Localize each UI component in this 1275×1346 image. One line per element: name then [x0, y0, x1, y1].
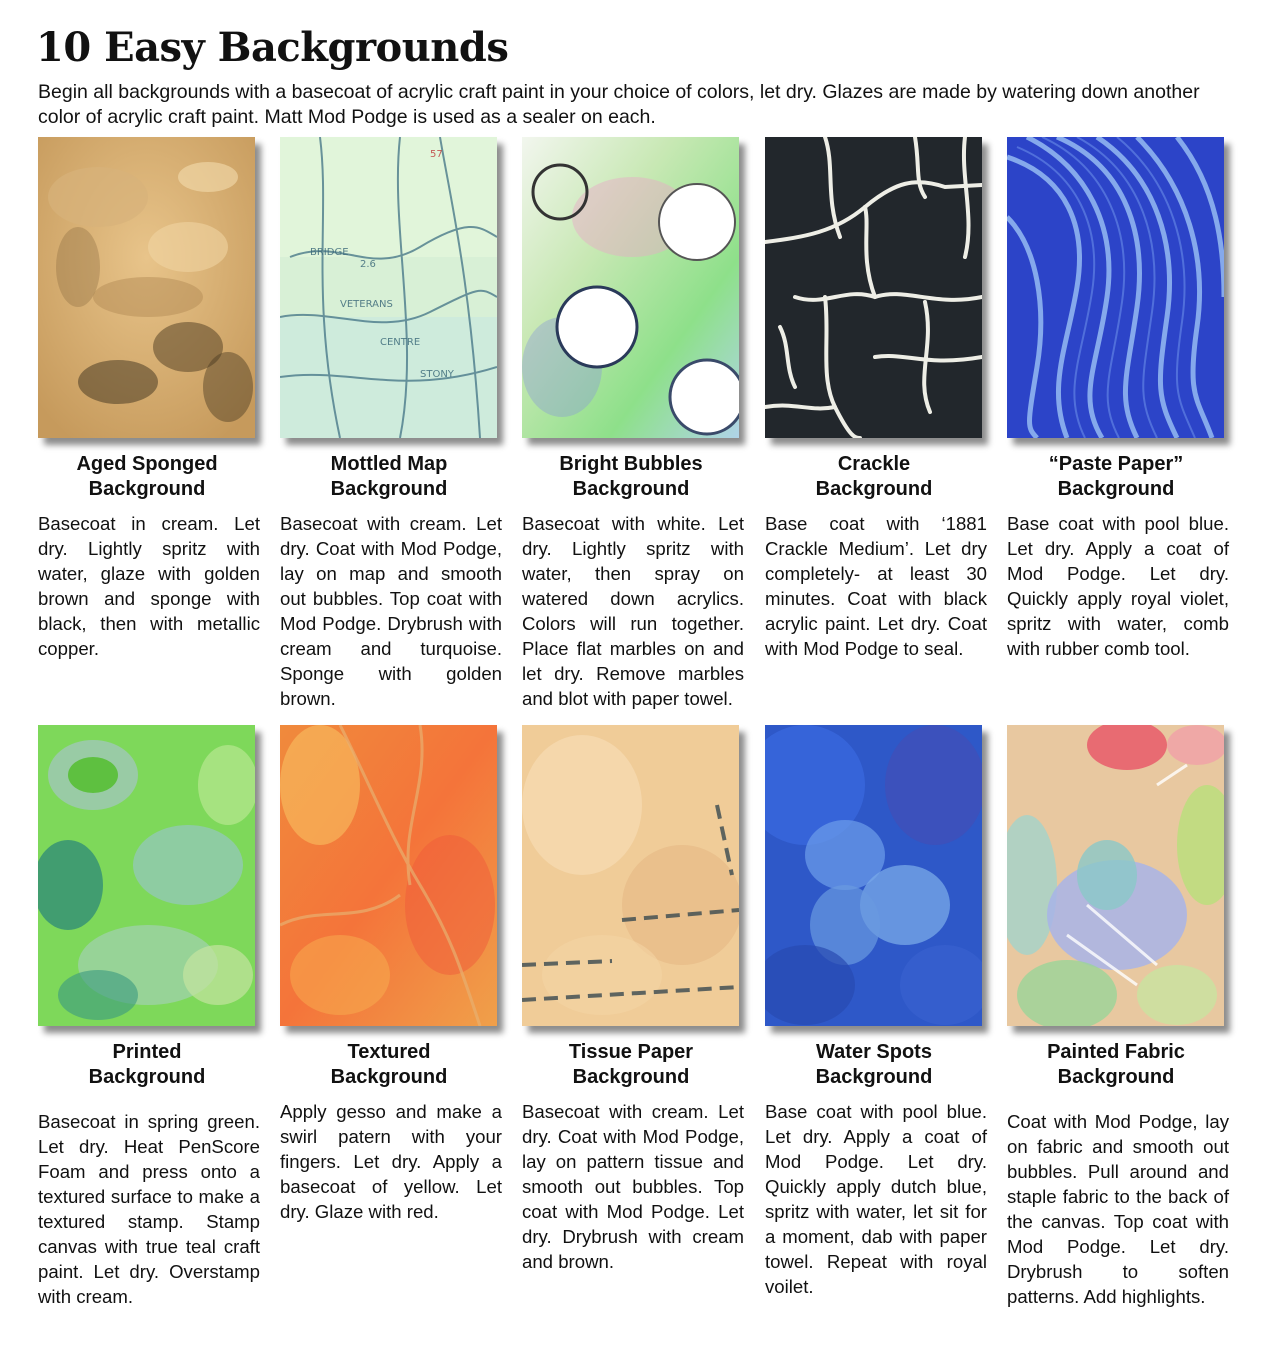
- svg-text:VETERANS: VETERANS: [340, 299, 393, 310]
- intro-paragraph: Begin all backgrounds with a basecoat of acrylic craft paint in your choice of colors, let dry. Glazes are made by watering down another color of acrylic craft paint. Matt Mod Podge is used as a sealer on each.: [38, 81, 1200, 128]
- tissue-paper-title: Tissue Paper Background: [568, 1041, 694, 1088]
- painted-fabric-title: Painted Fabric Background: [1047, 1041, 1185, 1088]
- page-title: 10 Easy Backgrounds: [36, 24, 509, 71]
- crackle-swatch-image: [765, 137, 982, 438]
- water-spots-swatch-image: [765, 725, 982, 1026]
- textured-title: Textured Background: [330, 1041, 448, 1088]
- bright-bubbles-description: Basecoat with white. Let dry. Lightly spritz with water, then spray on watered down acrylics. Colors will run together. Place flat marbles on and let dry. Remove marbles and blot with paper towel.: [522, 513, 744, 709]
- svg-text:2.6: 2.6: [360, 259, 376, 270]
- svg-text:57: 57: [430, 149, 443, 160]
- printed-swatch-image: [38, 725, 255, 1026]
- crackle-description: Base coat with ‘1881 Crackle Medium’. Let dry completely- at least 30 minutes. Coat with black acrylic paint. Let dry. Coat with Mod Podge to seal.: [765, 513, 987, 659]
- aged-sponged-description: Basecoat in cream. Let dry. Lightly spritz with water, glaze with golden brown and sponge with black, then with metallic copper.: [38, 513, 260, 659]
- textured-swatch-image: [280, 725, 497, 1026]
- aged-sponged-title: Aged Sponged Background: [76, 453, 218, 500]
- tissue-paper-swatch-image: [522, 725, 739, 1026]
- mottled-map-description: Basecoat with cream. Let dry. Coat with Mod Podge, lay on map and smooth out bubbles. Top coat with Mod Podge. Drybrush with cream and turquoise. Sponge with golden brown.: [280, 513, 502, 709]
- painted-fabric-description: Coat with Mod Podge, lay on fabric and smooth out bubbles. Pull around and staple fabric to the back of the canvas. Top coat with Mod Podge. Let dry. Drybrush to soften patterns. Add highlights.: [1007, 1111, 1229, 1307]
- mottled-map-swatch-image: [280, 137, 497, 438]
- paste-paper-description: Base coat with pool blue. Let dry. Apply a coat of Mod Podge. Let dry. Quickly apply royal violet, spritz with water, comb with rubber comb tool.: [1007, 513, 1229, 659]
- bright-bubbles-title: Bright Bubbles Background: [559, 453, 703, 500]
- paste-paper-swatch-image: [1007, 137, 1224, 438]
- painted-fabric-swatch-image: [1007, 725, 1224, 1026]
- water-spots-description: Base coat with pool blue. Let dry. Apply a coat of Mod Podge. Let dry. Quickly apply dutch blue, spritz with water, let sit for a moment, dab with paper towel. Repeat with royal voilet.: [765, 1101, 987, 1297]
- crackle-title: Crackle Background: [815, 453, 933, 500]
- svg-text:BRIDGE: BRIDGE: [310, 247, 349, 258]
- paste-paper-title: “Paste Paper” Background: [1048, 453, 1184, 500]
- bright-bubbles-swatch-image: [522, 137, 739, 438]
- svg-text:CENTRE: CENTRE: [380, 337, 421, 348]
- mottled-map-title: Mottled Map Background: [330, 453, 448, 500]
- water-spots-title: Water Spots Background: [815, 1041, 933, 1088]
- printed-title: Printed Background: [88, 1041, 206, 1088]
- svg-text:STONY: STONY: [420, 369, 454, 380]
- textured-description: Apply gesso and make a swirl patern with your fingers. Let dry. Apply a basecoat of yellow. Let dry. Glaze with red.: [280, 1101, 502, 1222]
- printed-description: Basecoat in spring green. Let dry. Heat PenScore Foam and press onto a textured surface to make a textured stamp. Stamp canvas with true teal craft paint. Let dry. Overstamp with cream.: [38, 1111, 260, 1307]
- tissue-paper-description: Basecoat with cream. Let dry. Coat with Mod Podge, lay on pattern tissue and smooth out bubbles. Top coat with Mod Podge. Let dry. Drybrush with cream and brown.: [522, 1101, 744, 1272]
- aged-sponged-swatch-image: [38, 137, 255, 438]
